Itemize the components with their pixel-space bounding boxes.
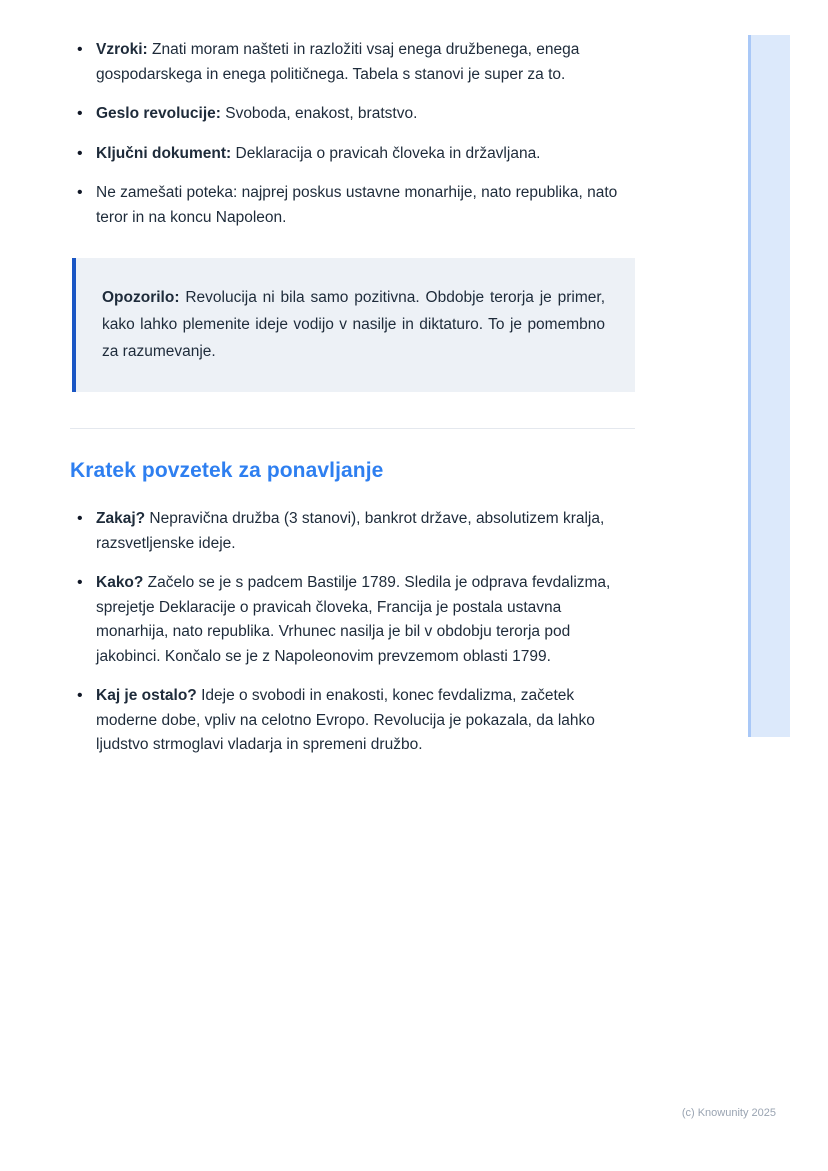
callout-text: Revolucija ni bila samo pozitivna. Obdobje terorja je primer, kako lahko plemenite ideje vodijo v nasilje in diktaturo. To je pomembno za razumevanje. (102, 289, 605, 360)
list-item-text: Nepravična družba (3 stanovi), bankrot države, absolutizem kralja, razsvetljenske ideje. (96, 510, 605, 552)
list-item-text: Začelo se je s padcem Bastilje 1789. Sledila je odprava fevdalizma, sprejetje Deklaracije o pravicah človeka, Francija je postala ustavna monarhija, nato republika. Vrhunec nasilja je bil v obdobju terorja pod jakobinci. Končalo se je z Napoleonovim prevzemom oblasti 1799. (96, 574, 611, 665)
top-bullet-list (70, 38, 635, 230)
list-item (70, 102, 635, 127)
list-item-text: Ideje o svobodi in enakosti, konec fevdalizma, začetek moderne dobe, vpliv na celotno Evropo. Revolucija je pokazala, da lahko ljudstvo strmoglavi vladarja in spremeni družbo. (96, 687, 595, 753)
footer-credit: (c) Knowunity 2025 (681, 1107, 776, 1119)
list-item-lead: Vzroki: (96, 41, 148, 58)
scrollbar[interactable] (748, 35, 790, 737)
list-item-text: Znati moram našteti in razložiti vsaj enega družbenega, enega gospodarskega in enega političnega. Tabela s stanovi je super za to. (96, 41, 580, 83)
list-item (70, 142, 635, 167)
list-item (70, 181, 635, 230)
section-heading: Kratek povzetek za ponavljanje (70, 459, 384, 482)
list-item (70, 507, 635, 556)
list-item (70, 684, 635, 758)
callout-lead: Opozorilo: (102, 289, 180, 306)
summary-bullet-list (70, 507, 635, 758)
list-item (70, 571, 635, 669)
list-item-text: Ne zamešati poteka: najprej poskus ustavne monarhije, nato republika, nato teror in na koncu Napoleon. (96, 184, 618, 226)
list-item (70, 38, 635, 87)
list-item-lead: Ključni dokument: (96, 144, 232, 162)
document-content (70, 38, 635, 773)
list-item-lead: Kaj je ostalo? (96, 687, 197, 704)
warning-callout (72, 258, 635, 392)
list-item-lead: Zakaj? (96, 510, 146, 527)
list-item-lead: Geslo revolucije: (96, 105, 221, 122)
divider (70, 428, 635, 429)
list-item-text: Svoboda, enakost, bratstvo. (220, 105, 418, 122)
list-item-text: Deklaracija o pravicah človeka in državljana. (231, 144, 541, 162)
list-item-lead: Kako? (96, 574, 144, 591)
